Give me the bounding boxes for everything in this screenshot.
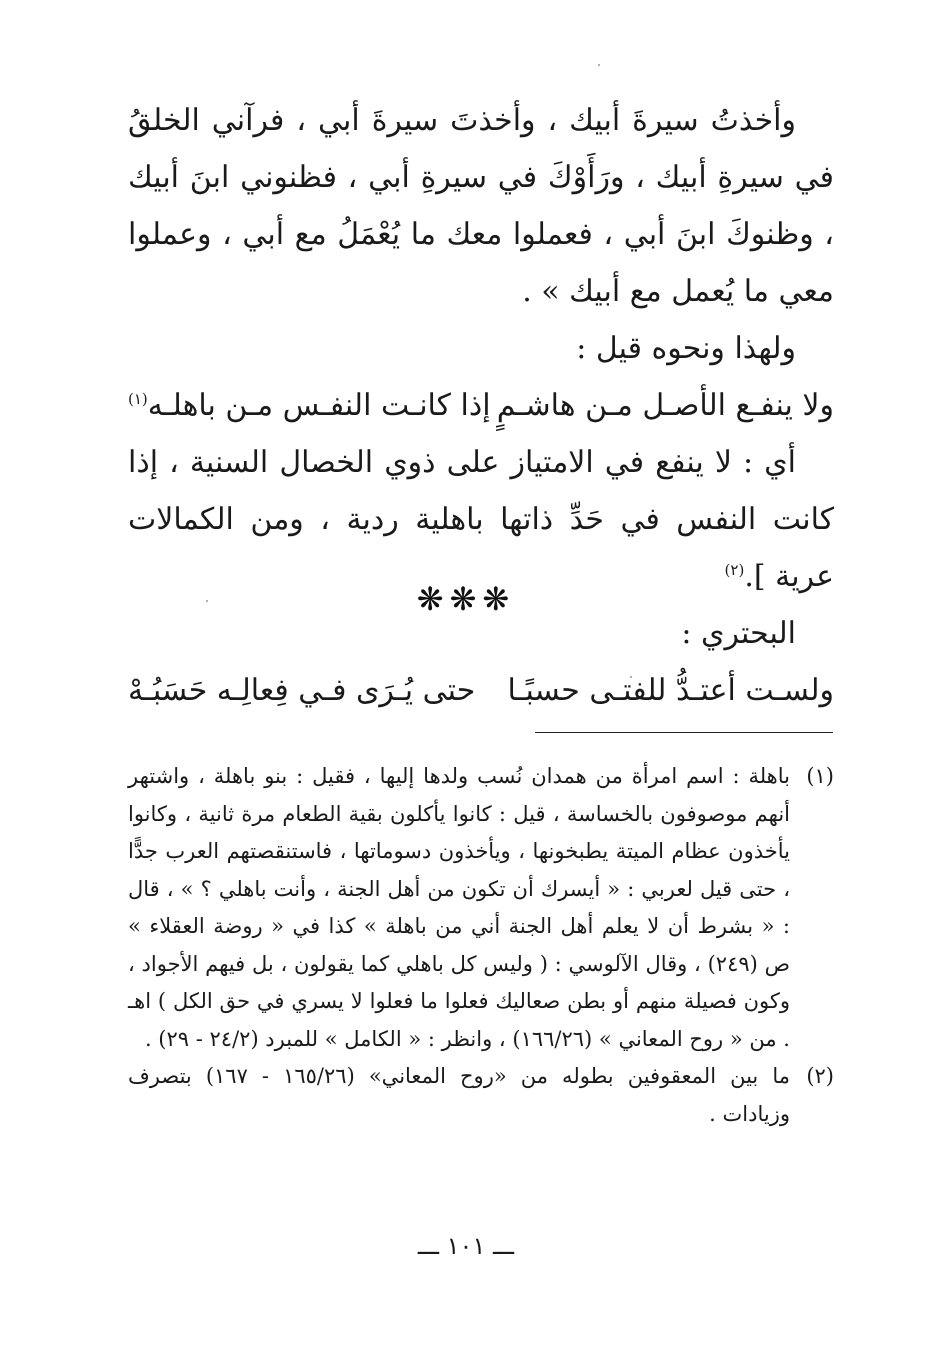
paragraph-1: وأخذتُ سيرةَ أبيك ، وأخذتَ سيرةَ أبي ، فرآني الخلقُ في سيرةِ أبيك ، ورَأَوْكَ في سيرةِ أبي ، فظنوني ابنَ أبيك ، وظنوكَ ابنَ أبي ، فعملوا معك ما يُعْمَلُ مع أبي ، وعملوا معي ما يُعمل مع أبيك » .: [128, 103, 834, 309]
verse-2-first-hemistich: ولسـت أعتـدُّ للفتـى حسبًـا: [507, 673, 834, 708]
footnote-2: [128, 1058, 834, 1133]
footnote-ref-1[interactable]: (١): [128, 390, 148, 408]
footnote-1-number: (١): [806, 764, 834, 788]
verse-1: [128, 377, 834, 434]
verse-2-second-hemistich: حتى يُـرَى فـي فِعالِـه حَسَبُـهْ: [128, 673, 476, 708]
verse-1-second-hemistich: [128, 377, 491, 434]
footnote-2-number: (٢): [806, 1064, 834, 1088]
footnote-1: [128, 758, 834, 1058]
verse-2: [128, 662, 834, 719]
intro-line: ولهذا ونحوه قيل :: [576, 331, 796, 366]
verse-1-second-text: إذا كانـت النفـس مـن باهلـه: [147, 388, 491, 423]
footnote-ref-2[interactable]: (٢): [724, 561, 745, 579]
verse-1-first-text: ولا ينفـع الأصـل مـن هاشـمٍ: [496, 388, 834, 423]
footnote-separator: [535, 732, 833, 733]
footnotes: [128, 758, 834, 1133]
verse-1-first-hemistich: [497, 377, 834, 434]
attribution: البحتري :: [681, 616, 796, 651]
footnote-2-text: ما بين المعقوفين بطوله من «روح المعاني» (١٦٥/٢٦ - ١٦٧) بتصرف وزيادات .: [128, 1064, 790, 1126]
main-text: [128, 92, 834, 719]
paragraph-2-text: أي : لا ينفع في الامتياز على ذوي الخصال السنية ، إذا كانت النفس في حَدِّ ذاتها باهلية ردية ، ومن الكمالات عرية ].: [128, 445, 834, 594]
footnote-1-text: باهلة : اسم امرأة من همدان نُسب ولدها إليها ، فقيل : بنو باهلة ، واشتهر أنهم موصوفون بالخساسة ، قيل : كانوا يأكلون بقية الطعام مرة ثانية ، وكانوا يأخذون عظام الميتة يطبخونها ، ويأخذون دسوماتها ، فاستنقصتهم العرب جدًّا ، حتى قيل لعربي : « أيسرك أن تكون من أهل الجنة ، وأنت باهلي ؟ » ، قال : « بشرط أن لا يعلم أهل الجنة أني من باهلة » كذا في « روضة العقلاء » ص (٢٤٩) ، وقال الآلوسي : ( وليس كل باهلي كما يقولون ، بل فيهم الأجواد ، وكون فصيلة منهم أو بطن صعاليك فعلوا ما فعلوا لا يسري في حق الكل ) اهـ . من « روح المعاني » (١٦٦/٢٦) ، وانظر : « الكامل » للمبرد (٢٤/٢ - ٢٩) .: [128, 764, 790, 1051]
page-number: ـــ ١٠١ ـــ: [417, 1232, 515, 1260]
section-ornament: ❋❋❋: [416, 580, 516, 618]
